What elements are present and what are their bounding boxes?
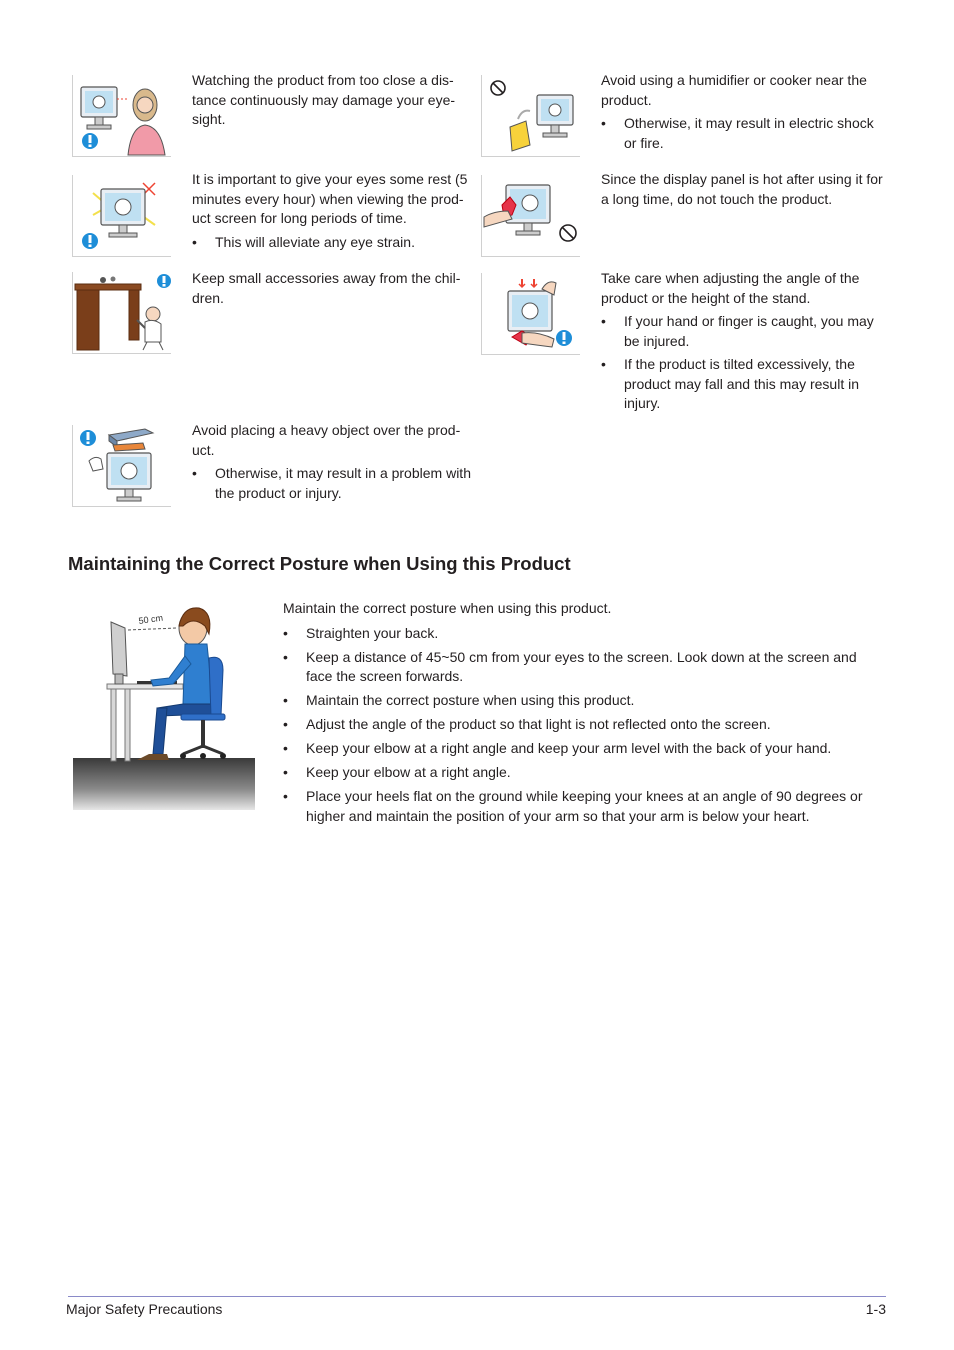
posture-bullet: • Place your heels flat on the ground while keeping your knees at an angle of 90 degrees or higher and maintain the position of your arm so that your arm is below your heart.: [283, 787, 883, 826]
precaution-text: Avoid placing a heavy object over the prod-uct.: [192, 422, 461, 458]
precaution-bullet: • If the product is tilted excessively, the product may fall and this may result in injury.: [601, 355, 885, 414]
adjust-angle-illustration: [481, 273, 580, 355]
posture-bullet: • Adjust the angle of the product so that light is not reflected onto the screen.: [283, 715, 883, 735]
hot-panel-illustration: [481, 175, 580, 257]
precaution-bullet: • This will alleviate any eye strain.: [192, 233, 474, 253]
children-illustration: [72, 272, 171, 354]
viewing-distance-illustration: [72, 75, 171, 157]
precaution-bullet: • If your hand or finger is caught, you may be injured.: [601, 312, 885, 351]
precaution-bullet: • Otherwise, it may result in electric shock or fire.: [601, 114, 885, 153]
precaution-text: It is important to give your eyes some rest (5 minutes every hour) when viewing the prod-uct screen for long periods of time.: [192, 171, 468, 226]
posture-bullet: • Keep a distance of 45~50 cm from your eyes to the screen. Look down at the screen and face the screen forwards.: [283, 648, 883, 687]
posture-bullet: • Keep your elbow at a right angle.: [283, 763, 883, 783]
precaution-text: Keep small accessories away from the chil-dren.: [192, 270, 461, 306]
distance-label: 50 cm: [137, 612, 164, 626]
precaution-text: Take care when adjusting the angle of the product or the height of the stand.: [601, 270, 860, 306]
precaution-text: Watching the product from too close a dis-tance continuously may damage your eye-sight.: [192, 72, 456, 127]
posture-bullet: • Maintain the correct posture when using this product.: [283, 691, 883, 711]
section-title: Maintaining the Correct Posture when Using this Product: [68, 553, 571, 574]
precaution-bullet: • Otherwise, it may result in a problem with the product or injury.: [192, 464, 474, 503]
footer-section-name: Major Safety Precautions: [66, 1301, 223, 1317]
heavy-object-illustration: [72, 425, 171, 507]
footer-rule: [68, 1296, 886, 1297]
precaution-text: Avoid using a humidifier or cooker near the product.: [601, 72, 867, 108]
footer-page-number: 1-3: [865, 1301, 886, 1317]
humidifier-illustration: [481, 75, 580, 157]
posture-bullet: • Straighten your back.: [283, 624, 883, 644]
precaution-text: Since the display panel is hot after using it for a long time, do not touch the product.: [601, 171, 883, 207]
posture-intro: Maintain the correct posture when using this product.: [283, 600, 612, 616]
posture-instructions: [283, 599, 883, 831]
posture-bullet: • Keep your elbow at a right angle and keep your arm level with the back of your hand.: [283, 739, 883, 759]
posture-illustration: [73, 604, 255, 810]
eye-rest-illustration: [72, 175, 171, 257]
